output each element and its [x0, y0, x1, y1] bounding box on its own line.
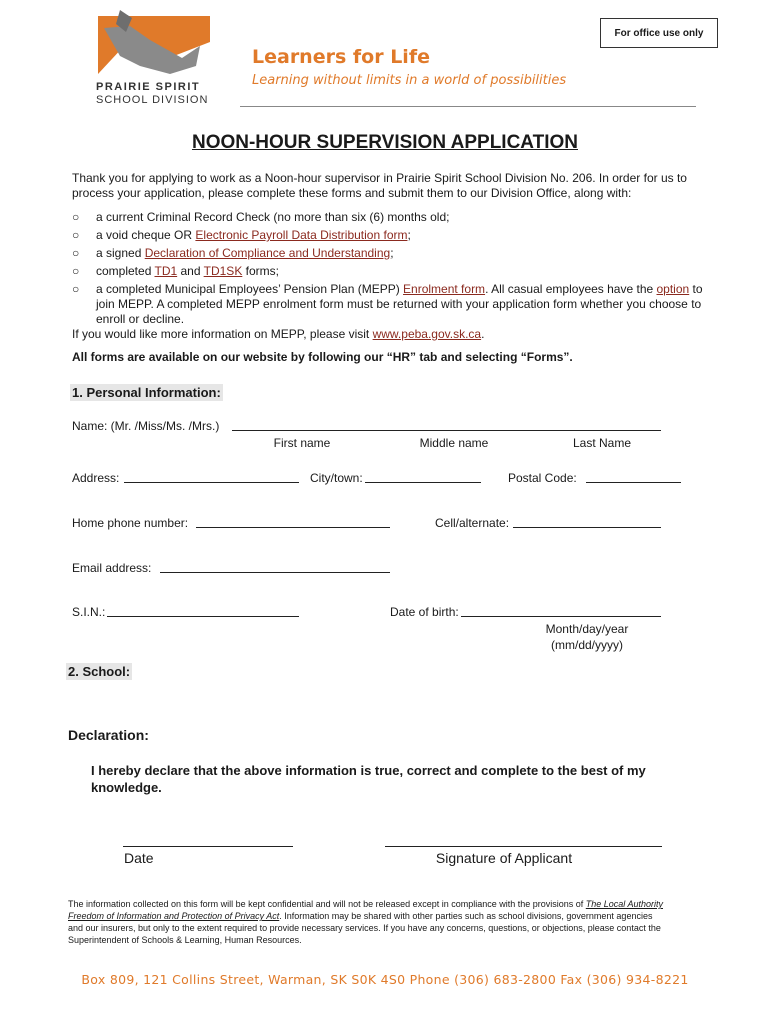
- mepp-enrolment-link[interactable]: Enrolment form: [403, 282, 486, 296]
- privacy-act-name: The Local Authority Freedom of Information and Protection of Privacy Act: [68, 899, 663, 921]
- footer-contact: Box 809, 121 Collins Street, Warman, SK S0K 4S0 Phone (306) 683-2800 Fax (306) 934-8221: [81, 972, 689, 987]
- requirement-text: a current Criminal Record Check (no more than six (6) months old;: [96, 210, 450, 224]
- address-field[interactable]: [124, 482, 299, 483]
- last-name-label: Last Name: [572, 436, 632, 450]
- requirement-text: ;: [390, 246, 394, 260]
- home-phone-field[interactable]: [196, 527, 390, 528]
- td1-link[interactable]: TD1: [154, 264, 178, 278]
- city-field[interactable]: [365, 482, 481, 483]
- header-divider: [240, 106, 696, 107]
- requirement-item: [72, 210, 722, 225]
- logo-text-line1: PRAIRIE SPIRIT: [96, 81, 201, 93]
- section1-heading: 1. Personal Information:: [72, 385, 221, 400]
- office-use-box: For office use only: [600, 18, 718, 48]
- requirement-text: a completed Municipal Employees’ Pension Plan (MEPP): [96, 282, 404, 296]
- dob-label: Date of birth:: [390, 605, 459, 619]
- cell-field[interactable]: [513, 527, 661, 528]
- signature-field[interactable]: [385, 846, 662, 847]
- requirements-list: [72, 210, 722, 330]
- dob-format-hint: (mm/dd/yyyy): [551, 638, 623, 652]
- requirement-item: [72, 228, 722, 243]
- requirement-text: completed: [96, 264, 155, 278]
- mepp-info: [72, 327, 484, 341]
- intro-paragraph: Thank you for applying to work as a Noon-hour supervisor in Prairie Spirit School Division No. 206. In order for us to process your application, please complete these forms and submit them to our Division Office, along with:: [72, 171, 687, 200]
- form-title: NOON-HOUR SUPERVISION APPLICATION: [191, 132, 578, 153]
- home-phone-label: Home phone number:: [72, 516, 189, 530]
- first-name-label: First name: [273, 436, 331, 450]
- privacy-text-cont: . Information may be shared with other parties such as school divisions, government agencies and our insurers, but only to the extent required to provide necessary services. If you have any concerns, questions, or objections, please contact the Superintendent of Schools & Learning, Human Resources.: [68, 911, 661, 945]
- cell-label: Cell/alternate:: [435, 516, 510, 530]
- dob-field[interactable]: [461, 616, 661, 617]
- email-field[interactable]: [160, 572, 390, 573]
- postal-code-field[interactable]: [586, 482, 681, 483]
- peba-website-link[interactable]: www.peba.gov.sk.ca: [372, 327, 482, 341]
- requirement-text: to join MEPP. A completed MEPP enrolment form must be returned with your application form whether you choose to enroll or decline.: [96, 282, 703, 326]
- prairie-spirit-logo: [90, 6, 210, 106]
- signature-label: Signature of Applicant: [435, 850, 573, 866]
- requirement-text: . All casual employees have the: [485, 282, 657, 296]
- sin-label: S.I.N.:: [72, 605, 106, 619]
- postal-code-label: Postal Code:: [508, 471, 577, 485]
- requirement-text: a signed: [96, 246, 145, 260]
- requirement-text: and: [177, 264, 204, 278]
- payroll-form-link[interactable]: Electronic Payroll Data Distribution form: [195, 228, 408, 242]
- declaration-heading: Declaration:: [68, 727, 149, 743]
- email-label: Email address:: [72, 561, 152, 575]
- all-forms-note: All forms are available on our website by following our “HR” tab and selecting “Forms”.: [72, 350, 573, 364]
- middle-name-label: Middle name: [419, 436, 489, 450]
- requirement-item: [72, 282, 722, 327]
- mepp-info-text: If you would like more information on MEPP, please visit: [72, 327, 373, 341]
- declaration-text: I hereby declare that the above information is true, correct and complete to the best of my knowledge.: [91, 763, 646, 795]
- td1sk-link[interactable]: TD1SK: [203, 264, 243, 278]
- requirement-text: a void cheque OR: [96, 228, 196, 242]
- city-label: City/town:: [310, 471, 363, 485]
- tagline-title: Learners for Life: [252, 46, 430, 68]
- sin-field[interactable]: [107, 616, 299, 617]
- requirement-item: [72, 264, 722, 279]
- requirement-text: forms;: [242, 264, 279, 278]
- tagline-subtitle: Learning without limits in a world of possibilities: [252, 73, 567, 88]
- address-label: Address:: [72, 471, 120, 485]
- section2-heading: 2. School:: [68, 664, 131, 679]
- dob-format-label: Month/day/year: [545, 622, 629, 636]
- date-field[interactable]: [123, 846, 293, 847]
- name-label: Name: (Mr. /Miss/Ms. /Mrs.): [72, 419, 220, 433]
- mepp-option-link[interactable]: option: [656, 282, 690, 296]
- privacy-notice: [68, 898, 668, 946]
- requirement-text: ;: [407, 228, 411, 242]
- privacy-text: The information collected on this form will be kept confidential and will not be released except in compliance with the provisions of: [68, 899, 586, 909]
- mepp-info-end: .: [481, 327, 485, 341]
- name-field[interactable]: [232, 430, 661, 431]
- date-label: Date: [124, 850, 154, 866]
- declaration-compliance-link[interactable]: Declaration of Compliance and Understanding: [144, 246, 391, 260]
- requirement-item: [72, 246, 722, 261]
- logo-text-line2: SCHOOL DIVISION: [96, 94, 209, 106]
